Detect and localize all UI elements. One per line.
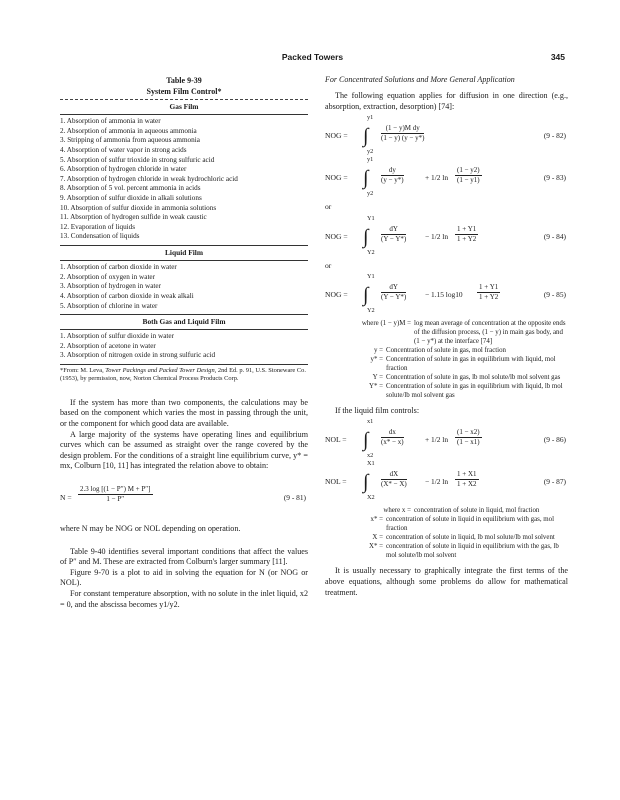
numerator: (1 − y2) bbox=[457, 166, 480, 175]
equation-9-87 bbox=[325, 460, 568, 502]
definition-row bbox=[325, 542, 568, 560]
lower-limit: Y2 bbox=[367, 306, 375, 314]
both-film-heading: Both Gas and Liquid Film bbox=[142, 317, 226, 327]
equation-number: (9 - 85) bbox=[543, 289, 566, 299]
integral-sign: ∫ bbox=[363, 429, 369, 452]
definition-symbol: Y = bbox=[372, 373, 383, 381]
definition-text: concentration of solute in liquid in equilibrium with gas, mol fraction bbox=[386, 516, 555, 533]
list-item: 8. Absorption of 5 vol. percent ammonia in acids bbox=[60, 184, 201, 193]
denominator: (y − y*) bbox=[381, 176, 404, 185]
numerator: dy bbox=[381, 166, 404, 176]
list-item: 6. Absorption of hydrogen chloride in water bbox=[60, 165, 187, 174]
equation-9-83 bbox=[325, 156, 568, 198]
numerator: 1 + Y1 bbox=[479, 282, 499, 291]
list-item: 1. Absorption of ammonia in water bbox=[60, 117, 161, 126]
definition-symbol: where x = bbox=[383, 507, 411, 515]
definition-text: concentration of solute in liquid, lb mol solute/lb mol solvent bbox=[386, 534, 555, 542]
denominator: (1 − y1) bbox=[457, 176, 480, 185]
lower-limit: Y2 bbox=[367, 248, 375, 256]
paragraph: Table 9-40 identifies several important conditions that affect the values of P″ and M. These are extracted from Colburn's larger summary [11]. bbox=[60, 546, 308, 567]
upper-limit: Y1 bbox=[367, 214, 375, 222]
numerator: 1 + Y1 bbox=[457, 224, 477, 233]
definition-text: Concentration of solute in gas, mol fraction bbox=[386, 346, 506, 354]
liquid-film-heading: Liquid Film bbox=[165, 247, 203, 257]
equation-lhs: NOG = bbox=[325, 289, 348, 299]
numerator: dx bbox=[381, 428, 404, 438]
denominator: 1 − P″ bbox=[106, 495, 125, 504]
log-fraction bbox=[455, 470, 479, 489]
equation-number: (9 - 87) bbox=[543, 477, 566, 487]
equation-fraction bbox=[381, 470, 407, 489]
or-text: or bbox=[325, 260, 332, 270]
page-number: 345 bbox=[550, 52, 565, 62]
list-item: 5. Absorption of sulfur trioxide in strong sulfuric acid bbox=[60, 155, 215, 164]
log-term: + 1/2 ln bbox=[425, 435, 449, 445]
paragraph: If the system has more than two components, the calculations may be based on the component which varies the most in passing through the unit, or the component for which good data are available. bbox=[60, 397, 308, 429]
integral-sign: ∫ bbox=[363, 125, 369, 148]
equation-fraction bbox=[381, 166, 404, 185]
denominator: (Y − Y*) bbox=[381, 234, 407, 243]
equation-9-86 bbox=[325, 418, 568, 460]
list-item: 11. Absorption of hydrogen sulfide in weak caustic bbox=[60, 213, 207, 222]
rule bbox=[60, 114, 308, 115]
equation-9-84 bbox=[325, 214, 568, 256]
list-item: 4. Absorption of water vapor in strong acids bbox=[60, 145, 187, 154]
denominator: 1 + Y2 bbox=[479, 292, 499, 301]
paragraph: If the liquid film controls: bbox=[335, 405, 420, 415]
list-item: 4. Absorption of carbon dioxide in weak alkali bbox=[60, 291, 194, 300]
definition-text: concentration of solute in liquid in equilibrium with the gas, lb mol solute/lb mol solvent bbox=[386, 543, 559, 560]
integral-sign: ∫ bbox=[363, 167, 369, 190]
equation-lhs: NOG = bbox=[325, 131, 348, 141]
table-title: System Film Control* bbox=[146, 87, 222, 96]
definition-symbol: Y* = bbox=[368, 382, 383, 390]
paragraph: It is usually necessary to graphically integrate the first terms of the above equations, although some problems do allow for mathematical treatment. bbox=[325, 566, 568, 597]
equation-number: (9 - 83) bbox=[543, 173, 566, 183]
denominator: (x* − x) bbox=[381, 438, 404, 447]
paragraph: For constant temperature absorption, with no solute in the inlet liquid, x2 = 0, and the abscissa becomes y1/y2. bbox=[60, 589, 308, 609]
upper-limit: x1 bbox=[367, 418, 374, 426]
right-column bbox=[325, 75, 568, 598]
definition-symbol: X = bbox=[372, 534, 383, 542]
table-footnote bbox=[60, 367, 308, 384]
liquid-film-list bbox=[60, 263, 308, 311]
list-item: 3. Absorption of hydrogen in water bbox=[60, 282, 162, 291]
definition-row bbox=[325, 346, 568, 355]
definition-row bbox=[325, 533, 568, 542]
lower-limit: y2 bbox=[367, 148, 374, 156]
numerator: (1 − x2) bbox=[457, 428, 480, 437]
list-item: 2. Absorption of ammonia in aqueous ammonia bbox=[60, 126, 197, 135]
equation-fraction bbox=[78, 485, 153, 504]
log-term: − 1/2 ln bbox=[425, 477, 449, 487]
definition-symbol: x* = bbox=[370, 516, 383, 524]
denominator: 1 + Y2 bbox=[457, 234, 477, 243]
equation-number: (9 - 81) bbox=[283, 493, 306, 503]
definition-text: log mean average of concentration at the opposite ends of the diffusion process, (1 − y) in main gas body, and (1 − y*) at the interface [74] bbox=[414, 319, 566, 345]
log-fraction bbox=[455, 428, 482, 447]
numerator: dY bbox=[381, 225, 406, 235]
denominator: (X* − X) bbox=[381, 480, 407, 489]
definition-row bbox=[325, 319, 568, 346]
log-term: − 1.15 log10 bbox=[425, 289, 463, 299]
numerator: dX bbox=[381, 470, 407, 480]
equation-number: (9 - 82) bbox=[543, 131, 566, 141]
equation-number: (9 - 84) bbox=[543, 231, 566, 241]
lower-limit: x2 bbox=[367, 452, 374, 460]
list-item: 1. Absorption of carbon dioxide in water bbox=[60, 263, 177, 272]
definition-row bbox=[325, 355, 568, 373]
definition-row bbox=[325, 515, 568, 533]
equation-number: (9 - 86) bbox=[543, 435, 566, 445]
paragraph: The following equation applies for diffusion in one direction (e.g., absorption, extraction, desorption) [74]: bbox=[325, 91, 568, 111]
definitions-liquid bbox=[325, 506, 568, 560]
lower-limit: y2 bbox=[367, 190, 374, 198]
list-item: 3. Stripping of ammonia from aqueous ammonia bbox=[60, 136, 200, 145]
or-text: or bbox=[325, 202, 332, 212]
paragraph: Figure 9-70 is a plot to aid in solving the equation for N (or NOG or NOL). bbox=[60, 567, 308, 588]
section-title: For Concentrated Solutions and More General Application bbox=[325, 75, 515, 84]
list-item: 3. Absorption of nitrogen oxide in strong sulfuric acid bbox=[60, 351, 216, 360]
equation-9-82 bbox=[325, 114, 568, 156]
rule bbox=[60, 260, 308, 261]
gas-film-heading: Gas Film bbox=[169, 102, 199, 111]
denominator: 1 + X2 bbox=[457, 480, 477, 489]
definition-symbol: where (1 − y)M = bbox=[361, 319, 411, 327]
list-item: 2. Absorption of oxygen in water bbox=[60, 272, 156, 281]
equation-fraction bbox=[381, 225, 406, 244]
upper-limit: Y1 bbox=[367, 272, 375, 280]
log-term: − 1/2 ln bbox=[425, 231, 449, 241]
denominator: (Y − Y*) bbox=[381, 292, 407, 301]
footnote-text: 2nd Ed. p. 91, U.S. Stoneware Co. (1953), by permission, now, Norton Chemical Process Products Corp. bbox=[60, 367, 306, 383]
list-item: 2. Absorption of acetone in water bbox=[60, 341, 156, 350]
equation-fraction bbox=[381, 124, 424, 143]
rule bbox=[60, 314, 308, 315]
log-fraction bbox=[455, 225, 478, 244]
running-header bbox=[60, 52, 565, 66]
running-title: Packed Towers bbox=[281, 52, 344, 62]
rule bbox=[60, 364, 308, 365]
footnote-text: *From: M. Leva, bbox=[60, 367, 106, 375]
definition-text: Concentration of solute in gas in equilibrium with liquid, mol fraction bbox=[386, 355, 556, 372]
equation-9-85 bbox=[325, 272, 568, 314]
upper-limit: y1 bbox=[367, 114, 374, 122]
equation-9-81 bbox=[60, 482, 308, 516]
equation-lhs: NOG = bbox=[325, 173, 348, 183]
upper-limit: X1 bbox=[367, 460, 375, 468]
paragraph: A large majority of the systems have operating lines and equilibrium curves which can be assumed as straight over the range covered by the design problem. For the conditions of a straight line equilibrium curve, y* = mx, Colburn [10, 11] has integrated the relation above to obtain: bbox=[60, 429, 308, 471]
definition-symbol: y = bbox=[373, 346, 383, 354]
integral-sign: ∫ bbox=[363, 283, 369, 306]
definition-text: concentration of solute in liquid, mol fraction bbox=[414, 507, 540, 515]
rule bbox=[60, 245, 308, 246]
list-item: 10. Absorption of sulfur dioxide in ammonia solutions bbox=[60, 203, 217, 212]
list-item: 13. Condensation of liquids bbox=[60, 232, 140, 241]
equation-lhs: NOG = bbox=[325, 231, 348, 241]
table-rule bbox=[60, 99, 308, 100]
gas-film-list bbox=[60, 117, 308, 242]
integral-sign: ∫ bbox=[363, 225, 369, 248]
definitions-gas bbox=[325, 319, 568, 400]
both-film-list bbox=[60, 332, 308, 361]
numerator: 2.3 log [(1 − P″) M + P″] bbox=[80, 485, 151, 494]
definition-symbol: X* = bbox=[368, 543, 383, 551]
definition-text: Concentration of solute in gas in equilibrium with liquid, lb mol solute/lb mol solvent gas bbox=[386, 382, 563, 399]
log-fraction bbox=[477, 283, 500, 302]
list-item: 5. Absorption of chlorine in water bbox=[60, 301, 158, 310]
log-fraction bbox=[455, 166, 482, 185]
left-column bbox=[60, 75, 308, 610]
list-item: 7. Absorption of hydrogen chloride in weak hydrochloric acid bbox=[60, 174, 238, 183]
numerator: (1 − y)M dy bbox=[381, 124, 424, 134]
upper-limit: y1 bbox=[367, 156, 374, 164]
lower-limit: X2 bbox=[367, 494, 375, 502]
definition-symbol: y* = bbox=[370, 355, 383, 363]
list-item: 9. Absorption of sulfur dioxide in alkali solutions bbox=[60, 193, 202, 202]
footnote-book-title: Tower Packings and Packed Tower Design, bbox=[105, 367, 217, 375]
list-item: 1. Absorption of sulfur dioxide in water bbox=[60, 332, 174, 341]
equation-fraction bbox=[381, 428, 404, 447]
table-number: Table 9-39 bbox=[166, 76, 202, 85]
denominator: (1 − x1) bbox=[457, 438, 480, 447]
list-item: 12. Evaporation of liquids bbox=[60, 222, 136, 231]
equation-lhs: N = bbox=[60, 493, 72, 503]
paragraph: where N may be NOG or NOL depending on operation. bbox=[60, 524, 241, 534]
denominator: (1 − y) (y − y*) bbox=[381, 134, 425, 143]
equation-lhs: NOL = bbox=[325, 435, 347, 445]
rule bbox=[60, 329, 308, 330]
equation-fraction bbox=[381, 283, 406, 302]
numerator: 1 + X1 bbox=[457, 470, 477, 479]
equation-lhs: NOL = bbox=[325, 477, 347, 487]
integral-sign: ∫ bbox=[363, 471, 369, 494]
definition-row bbox=[325, 373, 568, 382]
numerator: dY bbox=[381, 283, 406, 293]
log-term: + 1/2 ln bbox=[425, 173, 449, 183]
definition-row bbox=[325, 506, 568, 515]
definition-text: Concentration of solute in gas, lb mol solute/lb mol solvent gas bbox=[386, 373, 561, 381]
definition-row bbox=[325, 382, 568, 400]
